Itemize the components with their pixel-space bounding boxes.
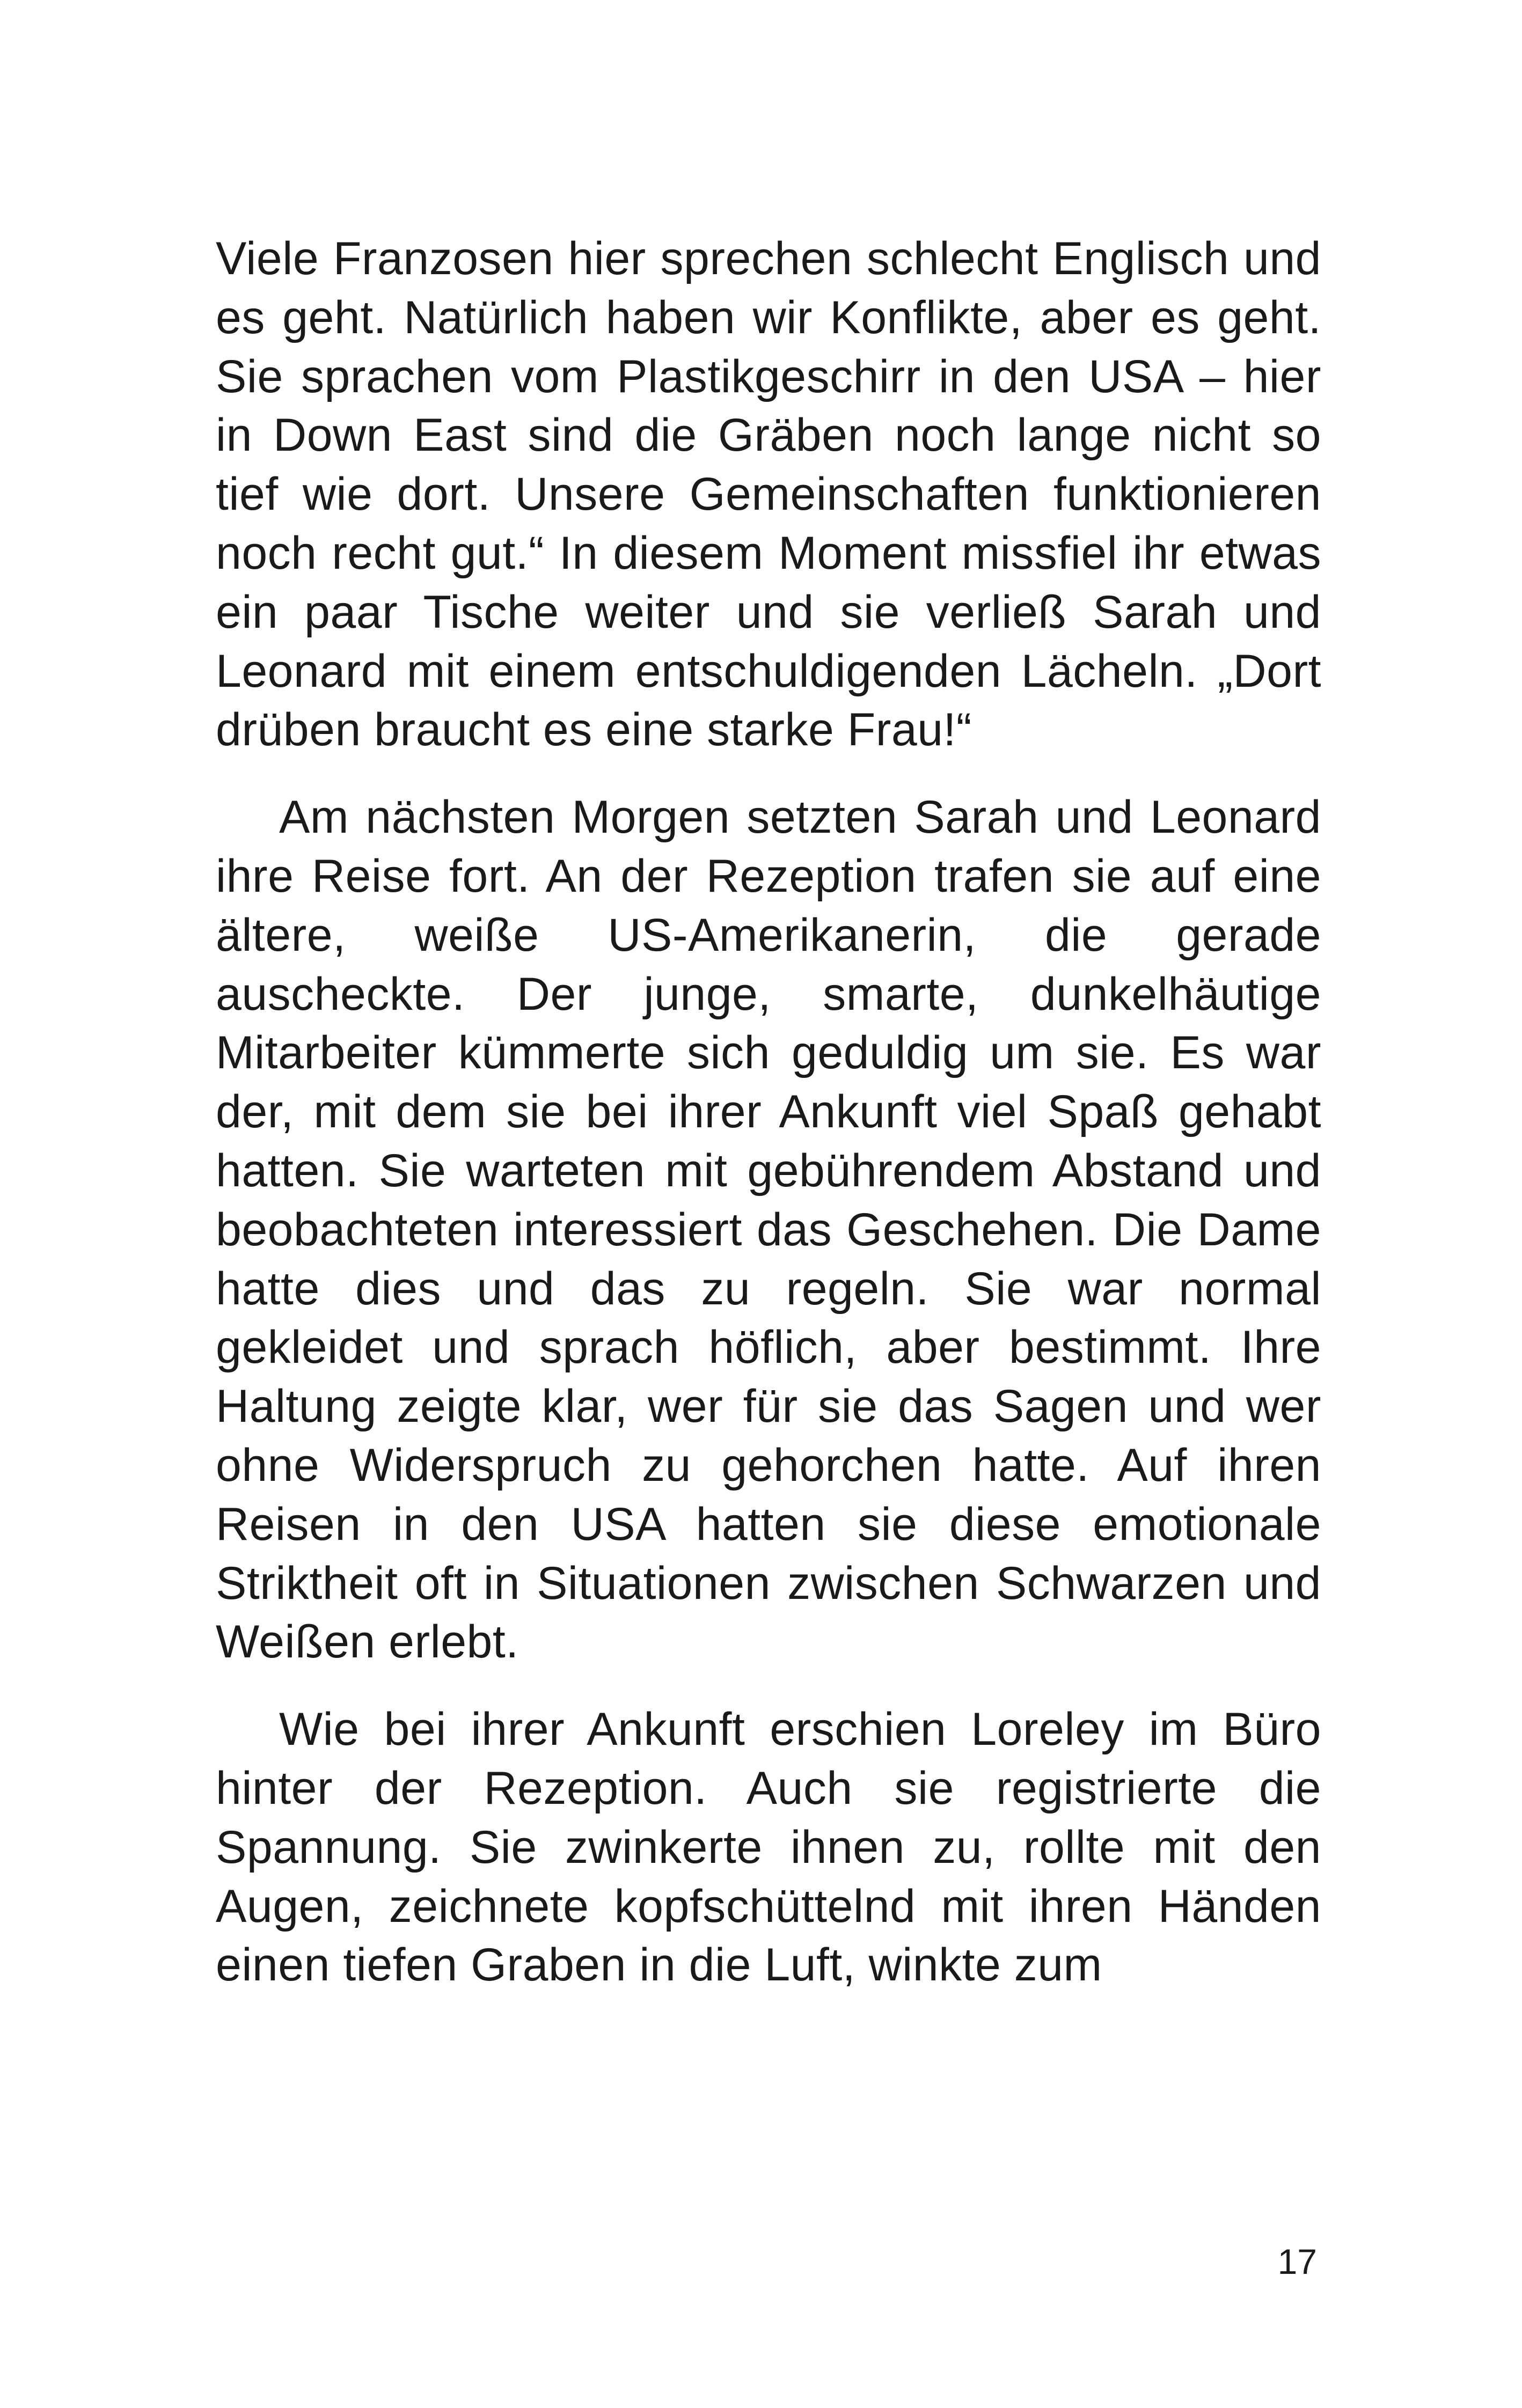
paragraph-2: Am nächsten Morgen setzten Sarah und Leonard ihre Reise fort. An der Rezeption trafen sie auf eine ältere, weiße US-Amerikanerin, die gerade auscheckte. Der junge, smarte, dunkelhäutige Mitarbeiter kümmerte sich geduldig um sie. Es war der, mit dem sie bei ihrer Ankunft viel Spaß gehabt hatten. Sie warteten mit gebührendem Abstand und beobachteten interessiert das Geschehen. Die Dame hatte dies und das zu regeln. Sie war normal gekleidet und sprach höflich, aber bestimmt. Ihre Haltung zeigte klar, wer für sie das Sagen und wer ohne Widerspruch zu gehorchen hatte. Auf ihren Reisen in den USA hatten sie diese emotionale Striktheit oft in Situationen zwischen Schwarzen und Weißen erlebt.: [216, 791, 1321, 1668]
paragraph-3: Wie bei ihrer Ankunft erschien Loreley im Büro hinter der Rezeption. Auch sie registrierte die Spannung. Sie zwinkerte ihnen zu, rollte mit den Augen, zeichnete kopfschüttelnd mit ihren Händen einen tiefen Graben in die Luft, winkte zum: [216, 1704, 1321, 1991]
body-text: [216, 230, 1321, 1995]
paragraph-1: Viele Franzosen hier sprechen schlecht Englisch und es geht. Natürlich haben wir Konflikte, aber es geht. Sie sprachen vom Plastikgeschirr in den USA – hier in Down East sind die Gräben noch lange nicht so tief wie dort. Unsere Gemeinschaften funktionieren noch recht gut.“ In diesem Moment missfiel ihr etwas ein paar Tische weiter und sie verließ Sarah und Leonard mit einem entschuldigenden Lächeln. „Dort drüben braucht es eine starke Frau!“: [216, 233, 1321, 756]
page-number: 17: [1277, 2242, 1317, 2281]
